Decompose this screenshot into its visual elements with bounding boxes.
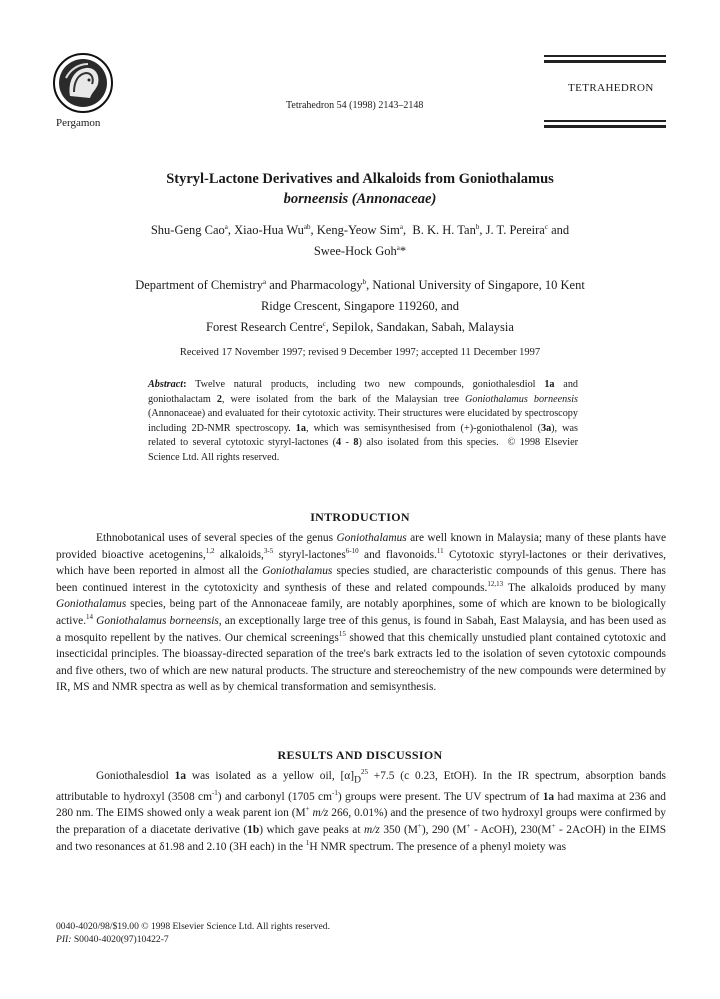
publisher-name: Pergamon [56, 117, 101, 129]
footer [56, 920, 330, 946]
header-rule-top-1 [544, 55, 666, 57]
journal-reference: Tetrahedron 54 (1998) 2143–2148 [286, 100, 424, 111]
introduction-heading: INTRODUCTION [310, 510, 410, 524]
affiliation-line-1: Department of Chemistry$^a$ and Pharmacology$^b$, National University of Singapore, 10 Kent [135, 277, 585, 292]
footer-copyright: 0040-4020/98/$19.00 © 1998 Elsevier Science Ltd. All rights reserved. [56, 921, 330, 932]
affiliations [0, 275, 720, 338]
results-body [56, 768, 666, 855]
introduction-paragraph: Ethnobotanical uses of several species of the genus Goniothalamus are well known in Malaysia; many of these plants have provided bioactive acetogenins,$^{1,2}$ alkaloids,$^{3-5}$ styryl-lactones$^{6-10}$ and flavonoids.$^{11}$ Cytotoxic styryl-lactones or their derivatives, which have been reported in almost all the Goniothalamus species studied, are characteristic compounds of this genus. There has been continued interest in the cytotoxicity and synthesis of these and related compounds.$^{12,13}$ The alkaloids produced by many Goniothalamus species, being part of the Annonaceae family, are notably aporphines, some of which are known to be biologically active.$^{14}$ Goniothalamus borneensis, an exceptionally large tree of this genus, is found in Sabah, East Malaysia, and has been used as a mosquito repellent by the natives. Our chemical screenings$^{15}$ showed that this chemically unstudied plant contained cytotoxic and insecticidal principles. The bioassay-directed separation of the tree's bark extracts led to the isolation of seven cytotoxic compounds and five others, two of which are new natural products. The structure and stereochemistry of the new compounds were determined by IR, MS and NMR spectra as well as by chemical transformation and semisynthesis. [56, 532, 666, 694]
title-line-2: borneensis (Annonaceae) [283, 191, 437, 207]
affiliation-line-3: Forest Research Centre$^c$, Sepilok, Sandakan, Sabah, Malaysia [206, 319, 514, 334]
header-rule-bottom-1 [544, 120, 666, 122]
introduction-body [56, 530, 666, 696]
header-rule-top-2 [544, 60, 666, 63]
authors-line-1: Shu-Geng Cao$^a$, Xiao-Hua $Wu^{ab}$, Keng-Yeow Sim$^a$, B. K. H. Tan$^b$, J. T. Pereira$^c$ and [150, 222, 570, 237]
results-heading: RESULTS AND DISCUSSION [277, 748, 443, 762]
header-rule-bottom-2 [544, 125, 666, 128]
authors [0, 220, 720, 262]
publisher-logo [52, 52, 114, 114]
article-title [0, 169, 720, 209]
affiliation-line-2: Ridge Crescent, Singapore 119260, and [260, 299, 460, 313]
journal-name: TETRAHEDRON [568, 82, 654, 94]
received-dates: Received 17 November 1997; revised 9 December 1997; accepted 11 December 1997 [179, 347, 541, 358]
abstract: Abstract: Twelve natural products, including two new compounds, goniothalesdiol 1a and goniothalactam 2, were isolated from the bark of the Malaysian tree Goniothalamus borneensis (Annonaceae) and evaluated for their cytotoxic activity. Their structures were elucidated by spectroscopy including 2D-NMR spectroscopy. 1a, which was semisynthesised from (+)-goniothalenol (3a), was related to several cytotoxic styryl-lactones (4 - 8) also isolated from this species. © 1998 Elsevier Science Ltd. All rights reserved. [148, 379, 579, 463]
footer-pii: PII: S0040-4020(97)10422-7 [56, 934, 169, 945]
authors-line-2: Swee-Hock Goh$^a$* [313, 243, 407, 258]
title-line-1: Styryl-Lactone Derivatives and Alkaloids from Goniothalamus [166, 171, 554, 187]
results-paragraph: Goniothalesdiol 1a was isolated as a yellow oil, $[\alpha]_D^{25} +7.5$ (c 0.23, EtOH). In the IR spectrum, absorption bands attributable to hydroxyl (3508 $cm^{-1}$) and carbonyl (1705 $cm^{-1}$) groups were present. The UV spectrum of 1a had maxima at 236 and 280 nm. The EIMS showed only a weak parent ion (M+ m/z 266, 0.01%) and the presence of two hydroxyl groups were confirmed by the preparation of a diacetate derivative (1b) which gave peaks at m/z 350 (M+), 290 (M+ - AcOH), 230(M+ - 2AcOH) in the EIMS and two resonances at δ1.98 and 2.10 (3H each) in the $^1$H NMR spectrum. The presence of a phenyl moiety was [56, 768, 667, 853]
